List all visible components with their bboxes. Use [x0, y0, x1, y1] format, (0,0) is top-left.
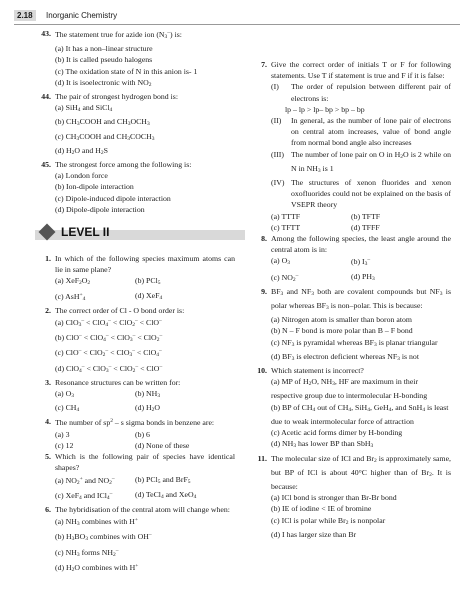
- option: (a) London force: [55, 171, 108, 181]
- option-row: (a) XeF2O2 (b) PCl5: [55, 276, 161, 287]
- statement-2: (II) In general, as the number of lone pair of electrons on central atom increases, value of bond angle from normal bond angle also increases: [271, 116, 451, 148]
- option: (d) H2O and H2S: [55, 145, 108, 156]
- option: (b) Ion-dipole interaction: [55, 182, 134, 192]
- question-45: 45. The strongest force among the following is:: [41, 160, 192, 170]
- question-5: 5. Which is the following pair of species have identical shapes?: [45, 452, 235, 473]
- option: (b) CH3COOH and CH3OCH3: [55, 117, 150, 128]
- option: (a) NH3 combines with H+: [55, 517, 138, 528]
- option-row: (a) O3 (b) I3–: [271, 256, 371, 268]
- option: (c) ICl is polar while Br2 is nonpolar: [271, 515, 386, 526]
- option-row: (a) 3 (b) 6: [55, 429, 150, 439]
- question-9: 9. BF3 and NF3 both are covalent compounds but NF3 is polar whereas BF3 is non–polar. This is because:: [261, 286, 451, 312]
- question-4: 4. The number of $sp^2$ – s sigma bonds in benzene are:: [45, 417, 215, 428]
- question-7: 7. Give the correct order of initials T or F for following statements. Use T if statement is true and F if it is false:: [261, 60, 451, 81]
- option-row: (c) CH4 (d) H2O: [55, 403, 161, 414]
- question-8: 8. Among the following species, the least angle around the central atom is in:: [261, 234, 451, 255]
- level-banner: [35, 225, 235, 243]
- option: (a) Nitrogen atom is smaller than boron atom: [271, 315, 412, 325]
- option-row: (a) O3 (b) NH3: [55, 389, 161, 400]
- option: (d) It is isoelectronic with NO2: [55, 77, 152, 88]
- option: (c) NF3 is pyramidal whereas BF3 is planar triangular: [271, 337, 438, 348]
- option: (c) CH3COOH and CH3COCH3: [55, 131, 155, 142]
- option-row: (c) XeF4 and ICl4– (d) TeCl4 and XeO4: [55, 489, 197, 501]
- option: (a) ClO3– < ClO4– < ClO2– < ClO–: [55, 318, 162, 329]
- question-10: 10. Which statement is incorrect?: [257, 366, 364, 376]
- option: (c) NH3 forms NH2–: [55, 547, 119, 558]
- page-header: [14, 8, 460, 25]
- option-row: (a) TTTF (b) TFTF: [271, 211, 381, 221]
- option: (d) Dipole-dipole interaction: [55, 204, 145, 214]
- option: (b) IE of iodine < IE of bromine: [271, 504, 372, 514]
- statement-3: (III) The number of lone pair on O in H2O is 2 while on N in NH3 is 1: [271, 149, 451, 174]
- option: (d) ClO4– < ClO3– < ClO2– < ClO–: [55, 363, 163, 374]
- left-column: [35, 28, 235, 576]
- question-11: 11. The molecular size of ICl and Br2 is approximately same, but BP of ICl is about 40°C higher than of Br2. It is because:: [257, 453, 452, 491]
- page-number: 2.18: [14, 10, 36, 21]
- question-44: 44. The pair of strongest hydrogen bond is:: [41, 92, 178, 102]
- option: (c) Dipole-induced dipole interaction: [55, 193, 171, 203]
- option-row: (c) AsH+4 (d) XeF4: [55, 290, 163, 302]
- option: (a) MP of H2O, NH3, HF are maximum in their respective group due to intermolecular H-bonding: [271, 377, 428, 401]
- question-1: 1. In which of the following species maximum atoms can lie in same plane?: [45, 254, 235, 275]
- option: (a) ICl bond is stronger than Br-Br bond: [271, 493, 397, 503]
- option: (b) N – F bond is more polar than B – F bond: [271, 326, 413, 336]
- question-6: 6. The hybridisation of the central atom will change when:: [45, 504, 230, 514]
- option-row: (c) NO2– (d) PH3: [271, 271, 375, 283]
- option: (c) ClO– < ClO2– < ClO3– < ClO4–: [55, 348, 162, 359]
- chapter-title: Inorganic Chemistry: [46, 11, 118, 20]
- option: (a) It has a non–linear structure: [55, 44, 153, 54]
- option: (b) BP of CH4 out of CH4, SiH4, GeH4, and SnH4 is least due to weak intermolecular force of attraction: [271, 402, 449, 426]
- option: (d) BF3 is electron deficient whereas NF3 is not: [271, 351, 419, 362]
- option-row: (c) 12 (d) None of these: [55, 440, 190, 450]
- statement-1-line: lp – lp > lp– bp > bp – bp: [285, 104, 365, 114]
- option-row: (a) NO2+ and NO2– (b) PCl5 and BrF5: [55, 474, 191, 486]
- option: (b) H3BO3 combines with OH–: [55, 532, 152, 543]
- option: (d) NH3 has lower BP than SbH3: [271, 439, 374, 450]
- right-column: [251, 59, 451, 540]
- statement-1: (I) The order of repulsion between different pair of electrons is:: [271, 82, 451, 103]
- option: (d) I has larger size than Br: [271, 529, 357, 539]
- question-2: 2. The correct order of Cl - O bond order is:: [45, 305, 185, 315]
- question-3: 3. Resonance structures can be written for:: [45, 377, 181, 387]
- option: (d) H2O combines with H+: [55, 562, 139, 573]
- option: (b) ClO– < ClO4– < ClO3– < ClO2–: [55, 333, 163, 344]
- option-row: (c) TFTT (d) TFFF: [271, 222, 380, 232]
- level-title: LEVEL II: [61, 225, 110, 240]
- statement-4: (IV) The structures of xenon fluorides and xenon oxofluorides could not be explained on the basis of VSEPR theory: [271, 178, 451, 210]
- option: (c) Acetic acid forms dimer by H-bonding: [271, 428, 403, 438]
- option: (c) The oxidation state of N in this anion is- 1: [55, 66, 198, 76]
- option: (b) It is called pseudo halogens: [55, 55, 153, 65]
- option: (a) SiH4 and SiCl4: [55, 103, 113, 114]
- question-43: 43. The statement true for azide ion (N3–) is:: [41, 29, 182, 40]
